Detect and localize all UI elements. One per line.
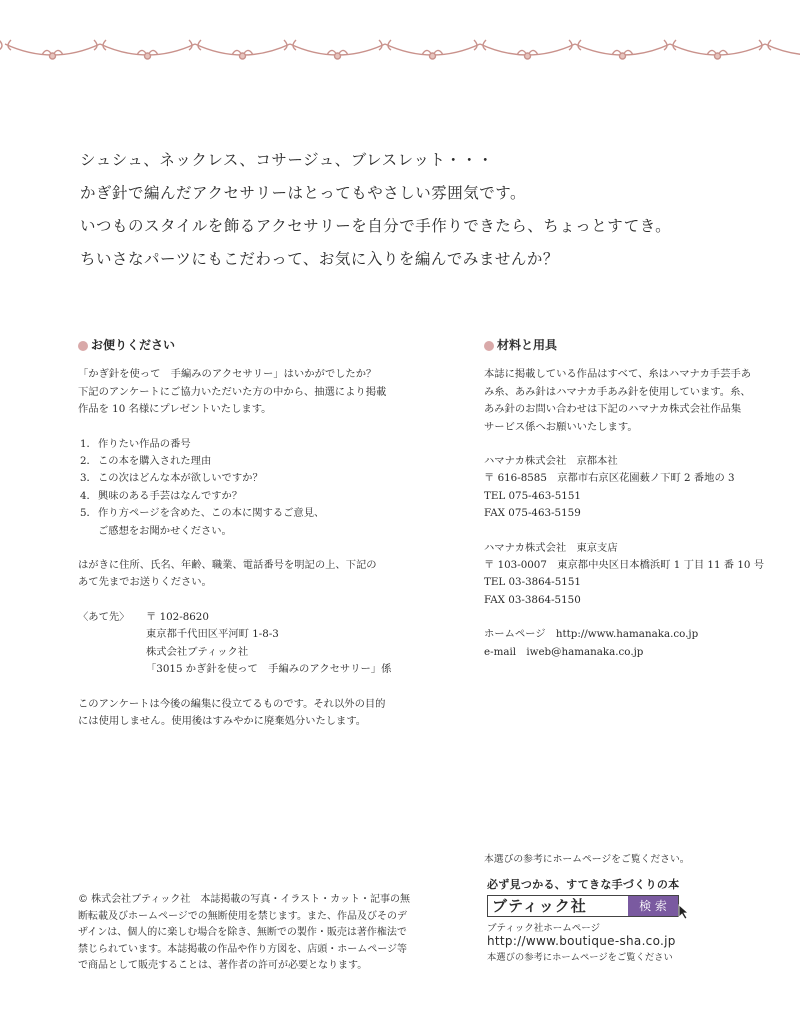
mailing-address xyxy=(78,609,418,679)
intro-line: かぎ針で編んだアクセサリーはとってもやさしい雰囲気です。 xyxy=(80,184,526,202)
question-item: 1．作りたい作品の番号 xyxy=(80,437,191,450)
bullet-dot-icon xyxy=(484,341,494,351)
address-label: 〈あて先〉 xyxy=(78,610,130,623)
search-input[interactable]: ブティック社 xyxy=(488,896,628,916)
question-item: 5．作り方ページを含めた、この本に関するご意見、 xyxy=(80,507,325,520)
site-label: ブティック社ホームページ xyxy=(487,923,601,934)
copyright-line: 禁じられています。本誌掲載の作品や作り方図を、店頭・ホームページ等 xyxy=(78,943,407,955)
kyoto-office-line: TEL 075-463-5151 xyxy=(484,489,581,502)
materials-section xyxy=(484,337,765,661)
materials-heading-text: 材料と用具 xyxy=(497,338,558,352)
ornament-flower xyxy=(50,53,56,59)
email-link[interactable]: e-mail iweb@hamanaka.co.jp xyxy=(484,645,644,658)
copyright-line: で商品として販売することは、著作者の許可が必要となります。 xyxy=(78,960,368,971)
survey-intro-line: 下記のアンケートにご協力いただいた方の中から、抽選により掲載 xyxy=(78,385,387,398)
kyoto-office-line: ハマナカ株式会社 京都本社 xyxy=(484,455,618,468)
ornament-bow xyxy=(189,40,201,50)
copyright-line: 断転載及びホームページでの無断使用を禁じます。また、作品及びそのデ xyxy=(78,910,407,922)
ornament-flower xyxy=(620,53,626,59)
tokyo-office-line: 〒 103-0007 東京都中央区日本橋浜町 1 丁目 11 番 10 号 xyxy=(484,559,765,572)
copyright-line: ザインは、個人的に楽しむ場合を除き、無断での製作・販売は著作権法で xyxy=(78,927,407,938)
tokyo-office-line: TEL 03-3864-5151 xyxy=(484,576,581,589)
materials-body-line: み糸、あみ針はハマナカ手あみ針を使用しています。糸、 xyxy=(484,385,751,398)
intro-line: いつものスタイルを飾るアクセサリーを自分で手作りできたら、ちょっとすてき。 xyxy=(80,217,672,235)
tokyo-office-line: FAX 03-3864-5150 xyxy=(484,593,581,606)
banner-footer-text: 本選びの参考にホームページをご覧ください xyxy=(487,952,673,963)
materials-heading xyxy=(484,337,724,354)
ornamental-border xyxy=(0,34,800,74)
homepage-link[interactable]: ホームページ http://www.hamanaka.co.jp xyxy=(484,628,699,641)
intro-line: ちいさなパーツにもこだわって、お気に入りを編んでみませんか？ xyxy=(80,250,559,268)
copyright-notice xyxy=(78,892,408,975)
ornament-flower xyxy=(525,53,531,59)
ornament-bow xyxy=(569,40,581,50)
copyright-line: © 株式会社ブティック社 本誌掲載の写真・イラスト・カット・記事の無 xyxy=(78,894,410,905)
privacy-line: このアンケートは今後の編集に役立てるものです。それ以外の目的 xyxy=(78,697,386,710)
intro-line: シュシュ、ネックレス、コサージュ、ブレスレット・・・ xyxy=(80,151,494,169)
survey-section xyxy=(78,337,418,730)
materials-body-line: 本誌に掲載している作品はすべて、糸はハマナカ手芸手あ xyxy=(484,368,752,381)
ornament-bow xyxy=(664,40,676,50)
materials-body-line: あみ針のお問い合わせは下記のハマナカ株式会社作品集 xyxy=(484,403,742,416)
ornament-bow xyxy=(379,40,391,50)
kyoto-office-line: FAX 075-463-5159 xyxy=(484,507,581,520)
address-line: 「3015 かぎ針を使って 手編みのアクセサリー」係 xyxy=(146,663,392,676)
ornament-bow xyxy=(474,40,486,50)
publisher-banner xyxy=(487,876,707,963)
ornament-bow xyxy=(759,40,771,50)
cursor-arrow-icon xyxy=(678,904,692,920)
question-item: 3．この次はどんな本が欲しいですか？ xyxy=(80,472,263,485)
ornament-bow xyxy=(284,40,296,50)
privacy-line: には使用しません。使用後はすみやかに廃棄処分いたします。 xyxy=(78,714,367,727)
question-item: 4．興味のある手芸はなんですか？ xyxy=(80,489,243,502)
recommend-text: 本選びの参考にホームページをご覧ください。 xyxy=(484,854,690,865)
search-box[interactable] xyxy=(487,895,679,917)
survey-heading xyxy=(78,337,418,354)
ornament-flower xyxy=(715,53,721,59)
ornament-flower xyxy=(240,53,246,59)
instruction-line: あて先までお送りください。 xyxy=(78,576,212,589)
ornament-flower xyxy=(430,53,436,59)
site-url-link[interactable]: http://www.boutique-sha.co.jp xyxy=(487,934,676,948)
address-line: 東京都千代田区平河町 1-8-3 xyxy=(146,628,279,641)
address-line: 〒 102-8620 xyxy=(146,610,209,623)
bullet-dot-icon xyxy=(78,341,88,351)
ornament-flower xyxy=(335,53,341,59)
address-line: 株式会社ブティック社 xyxy=(146,645,249,658)
ornament-bow xyxy=(94,40,106,50)
intro-text xyxy=(80,150,720,282)
survey-heading-text: お便りください xyxy=(91,338,176,352)
banner-tagline: 必ず見つかる、すてきな手づくりの本 xyxy=(487,878,680,891)
tokyo-office-line: ハマナカ株式会社 東京支店 xyxy=(484,541,618,554)
question-item-cont: ご感想をお聞かせください。 xyxy=(98,524,232,537)
survey-intro-line: 作品を 10 名様にプレゼントいたします。 xyxy=(78,403,272,416)
ornament-flower xyxy=(145,53,151,59)
kyoto-office-line: 〒 616-8585 京都市右京区花園薮ノ下町 2 番地の 3 xyxy=(484,472,735,485)
materials-body-line: サービス係へお願いいたします。 xyxy=(484,420,638,433)
survey-intro-line: 「かぎ針を使って 手編みのアクセサリー」はいかがでしたか？ xyxy=(78,368,377,381)
search-button[interactable]: 検 索 xyxy=(628,896,678,916)
instruction-line: はがきに住所、氏名、年齢、職業、電話番号を明記の上、下記の xyxy=(78,559,377,572)
question-item: 2．この本を購入された理由 xyxy=(80,455,212,468)
